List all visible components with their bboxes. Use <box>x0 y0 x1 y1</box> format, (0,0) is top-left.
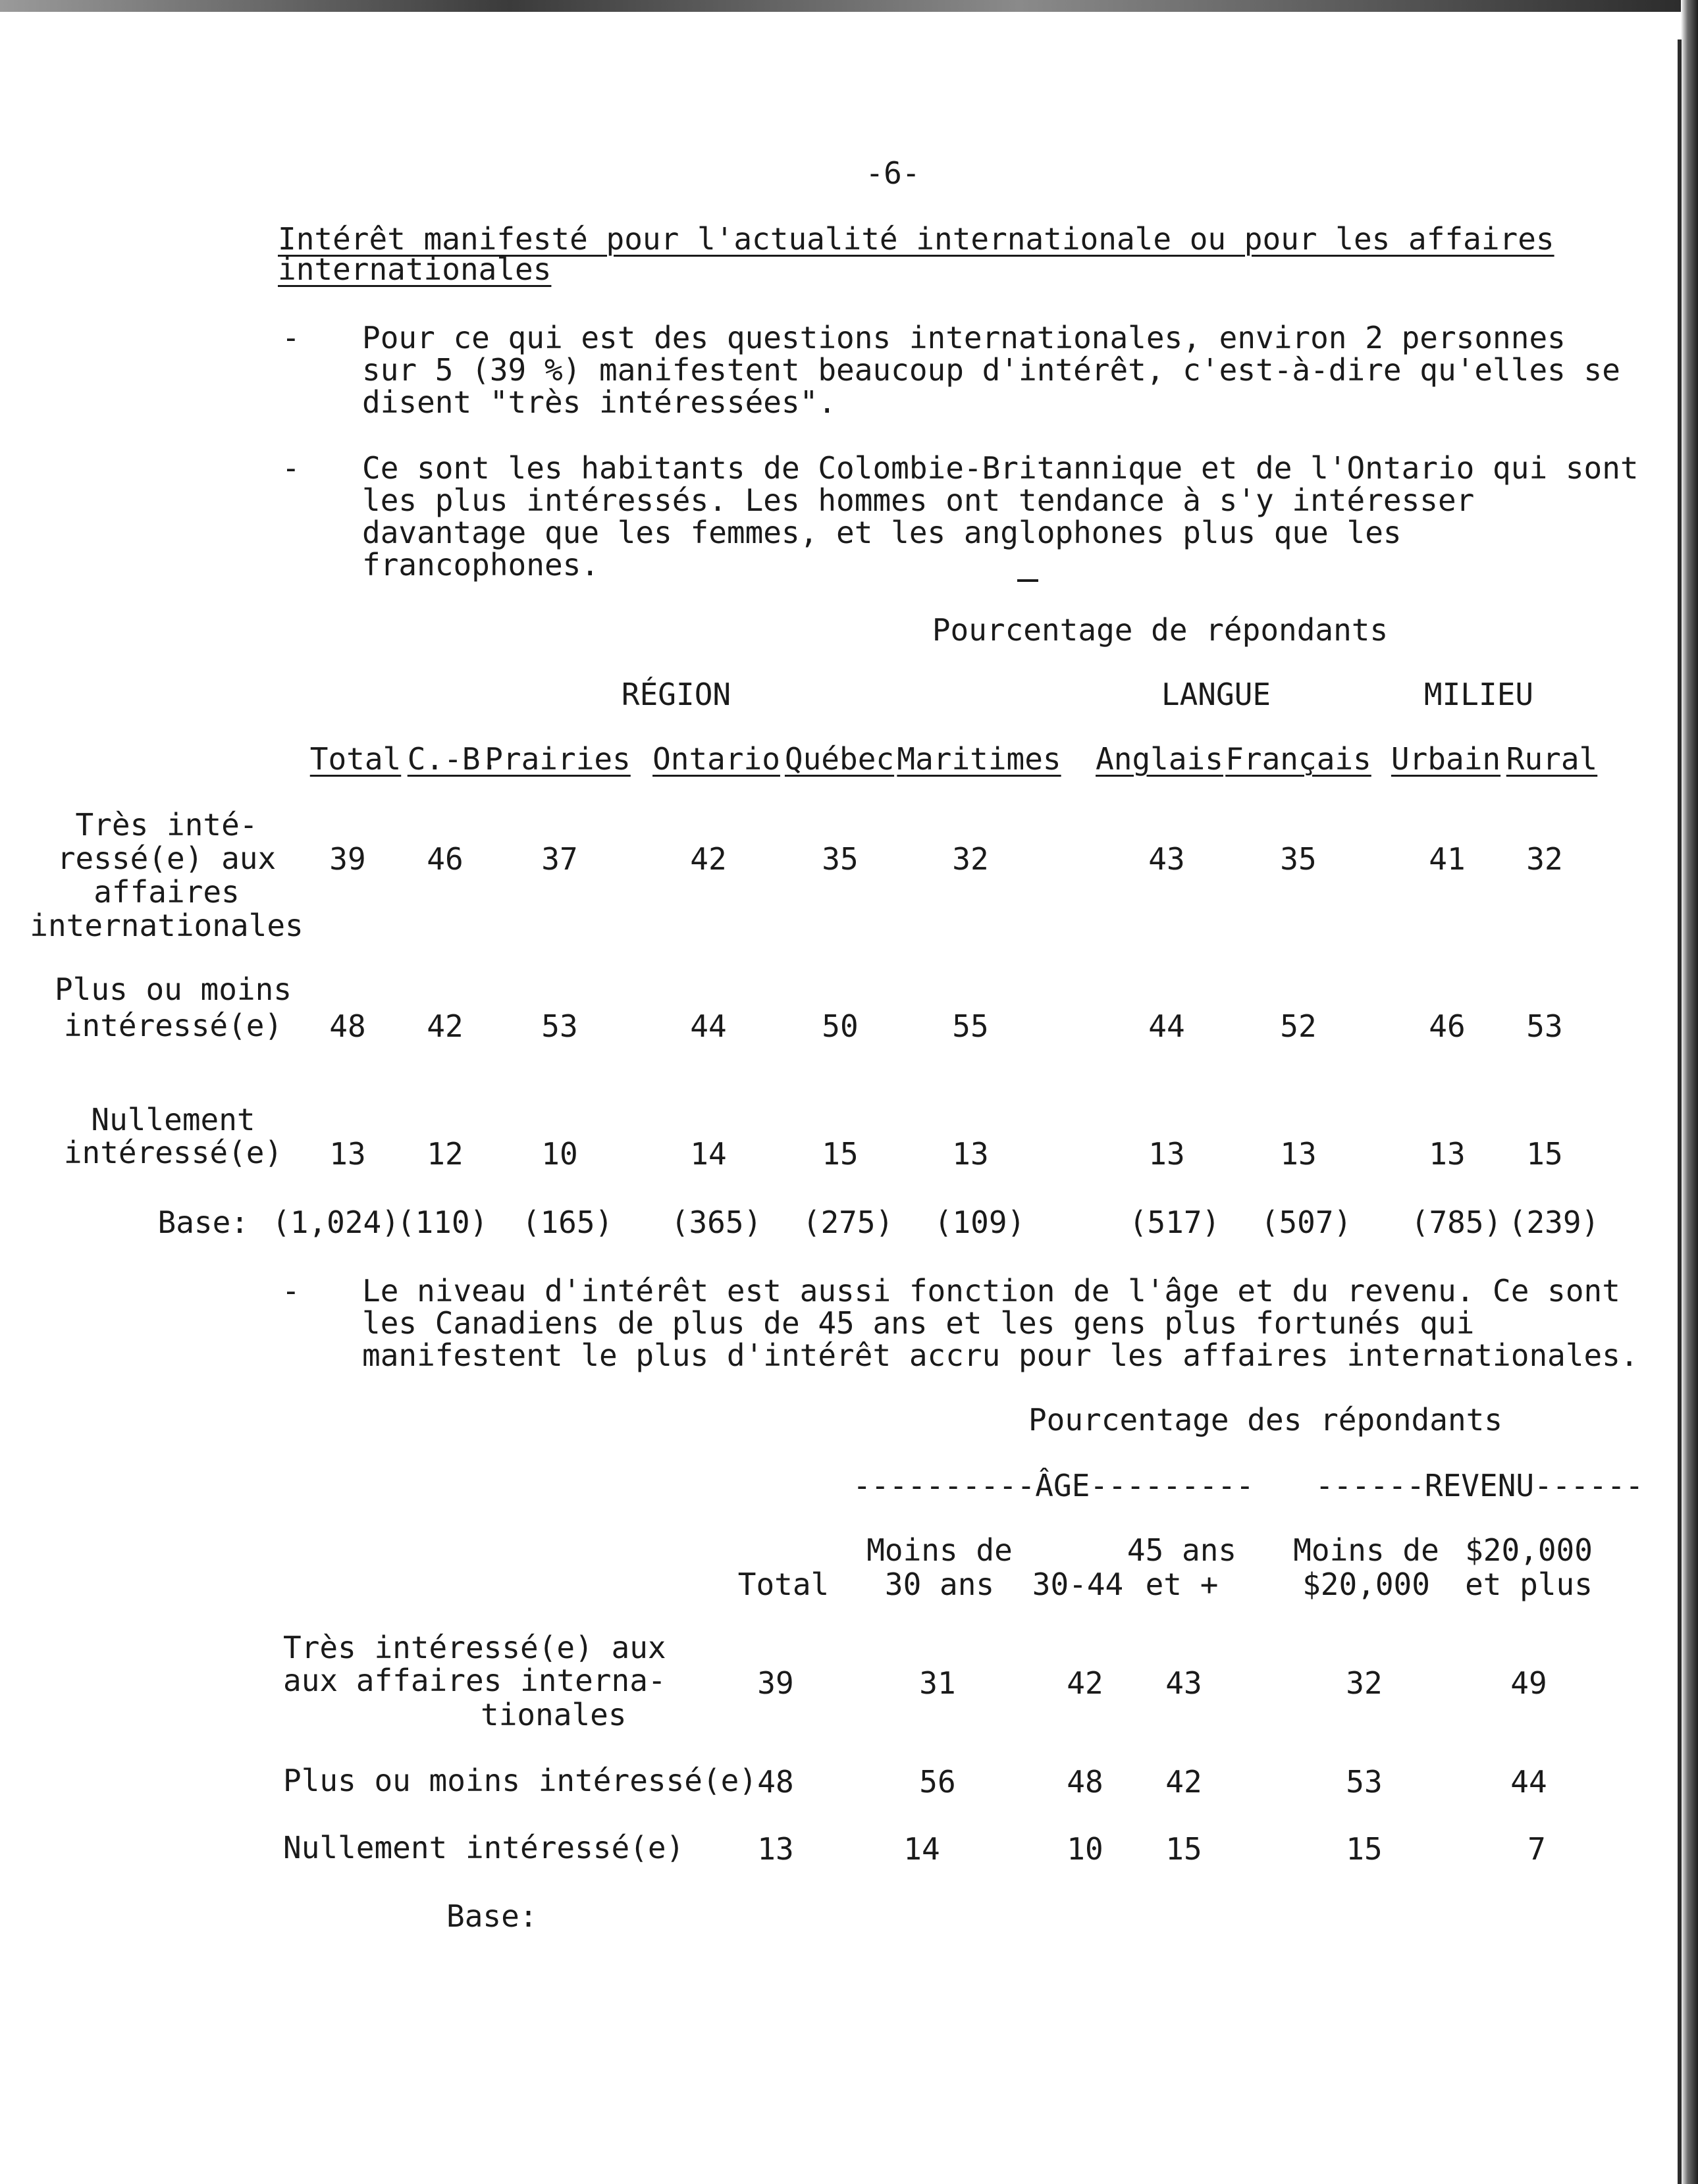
table-cell: 13 <box>952 1136 989 1172</box>
table-cell: 53 <box>541 1008 578 1044</box>
table-cell: 13 <box>1429 1136 1466 1172</box>
group-header-langue: LANGUE <box>1161 677 1271 712</box>
table-cell: 7 <box>1527 1831 1546 1867</box>
row-label: internationales <box>30 908 304 943</box>
column-header: Total <box>309 741 402 777</box>
table-cell: 49 <box>1510 1665 1547 1701</box>
column-header: et + <box>1145 1567 1219 1602</box>
row-label: Plus ou moins intéressé(e) <box>283 1763 758 1798</box>
table-cell: 52 <box>1280 1008 1317 1044</box>
table-cell: 46 <box>427 841 464 877</box>
table-cell: 32 <box>952 841 989 877</box>
table-cell: 14 <box>690 1136 727 1172</box>
base-value: (1,024) <box>272 1205 400 1240</box>
column-header: Français <box>1225 741 1371 777</box>
table-cell: 13 <box>329 1136 366 1172</box>
row-label: tionales <box>481 1697 627 1732</box>
bullet-2-line: francophones. <box>362 547 600 583</box>
table-cell: 42 <box>1165 1764 1202 1800</box>
table-cell: 31 <box>919 1665 956 1701</box>
row-label: Plus ou moins <box>54 972 292 1007</box>
column-header: 30 ans <box>884 1567 995 1602</box>
table-cell: 44 <box>1510 1764 1547 1800</box>
table-cell: 41 <box>1429 841 1466 877</box>
table-cell: 42 <box>690 841 727 877</box>
table-cell: 42 <box>1067 1665 1103 1701</box>
column-header: Urbain <box>1391 741 1501 777</box>
column-header: Rural <box>1506 741 1598 777</box>
table-cell: 43 <box>1148 841 1185 877</box>
column-header: Maritimes <box>897 741 1061 777</box>
bullet-2-line: les plus intéressés. Les hommes ont tendance à s'y intéresser <box>362 482 1475 518</box>
base-value: (785) <box>1410 1205 1502 1240</box>
table-cell: 13 <box>757 1831 794 1867</box>
bullet-3-dash: - <box>282 1273 300 1309</box>
bullet-1-dash: - <box>282 320 300 355</box>
table-1-caption: Pourcentage de répondants <box>932 612 1389 648</box>
table-cell: 48 <box>757 1764 794 1800</box>
table-cell: 55 <box>952 1008 989 1044</box>
column-header: $20,000 <box>1465 1532 1593 1568</box>
column-header: Total <box>737 1567 830 1602</box>
base-value: (365) <box>670 1205 762 1240</box>
row-label: intéressé(e) <box>63 1008 283 1043</box>
table-cell: 35 <box>822 841 859 877</box>
table-cell: 15 <box>1165 1831 1202 1867</box>
bullet-2-line: Ce sont les habitants de Colombie-Britannique et de l'Ontario qui sont <box>362 450 1639 486</box>
table-cell: 48 <box>1067 1764 1103 1800</box>
base-label: Base: <box>157 1205 249 1240</box>
base-value: (110) <box>396 1205 489 1240</box>
base-value: (109) <box>934 1205 1026 1240</box>
table-cell: 39 <box>329 841 366 877</box>
bullet-3-line: manifestent le plus d'intérêt accru pour les affaires internationales. <box>362 1338 1639 1373</box>
base-value: (507) <box>1260 1205 1352 1240</box>
base-value: (239) <box>1508 1205 1600 1240</box>
group-header-revenu: ------REVENU------ <box>1315 1468 1644 1503</box>
bullet-3-line: les Canadiens de plus de 45 ans et les gens plus fortunés qui <box>362 1305 1475 1341</box>
table-cell: 10 <box>541 1136 578 1172</box>
column-header: Moins de <box>866 1532 1013 1568</box>
column-header: et plus <box>1465 1567 1593 1602</box>
row-label: affaires <box>93 874 240 910</box>
heading-line-2: internationales <box>278 251 552 287</box>
column-header: Moins de <box>1293 1532 1439 1568</box>
table-cell: 53 <box>1526 1008 1563 1044</box>
table-cell: 43 <box>1165 1665 1202 1701</box>
table-cell: 15 <box>822 1136 859 1172</box>
table-cell: 37 <box>541 841 578 877</box>
group-header-age: ----------ÂGE--------- <box>853 1468 1254 1503</box>
table-cell: 14 <box>903 1831 940 1867</box>
table-cell: 39 <box>757 1665 794 1701</box>
base-label: Base: <box>446 1898 538 1934</box>
table-cell: 12 <box>427 1136 464 1172</box>
table-2-caption: Pourcentage des répondants <box>1028 1402 1503 1438</box>
page-number: -6- <box>865 155 920 191</box>
column-header: $20,000 <box>1302 1567 1430 1602</box>
table-cell: 15 <box>1526 1136 1563 1172</box>
base-value: (517) <box>1128 1205 1221 1240</box>
table-cell: 50 <box>822 1008 859 1044</box>
base-value: (275) <box>802 1205 894 1240</box>
bullet-2-line: davantage que les femmes, et les anglophones plus que les <box>362 515 1402 550</box>
table-cell: 53 <box>1346 1764 1383 1800</box>
row-label: aux affaires interna- <box>283 1663 666 1698</box>
table-cell: 13 <box>1148 1136 1185 1172</box>
scan-right-edge <box>1681 0 1698 2184</box>
table-cell: 13 <box>1280 1136 1317 1172</box>
row-label: ressé(e) aux <box>57 841 277 876</box>
table-cell: 10 <box>1067 1831 1103 1867</box>
heading-line-1: Intérêt manifesté pour l'actualité internationale ou pour les affaires <box>278 221 1554 257</box>
column-header: 45 ans <box>1127 1532 1237 1568</box>
row-label: Nullement intéressé(e) <box>283 1830 685 1865</box>
column-header: 30-44 <box>1032 1567 1124 1602</box>
group-header-region: RÉGION <box>621 677 731 712</box>
bullet-3-line: Le niveau d'intérêt est aussi fonction de l'âge et du revenu. Ce sont <box>362 1273 1620 1309</box>
table-cell: 48 <box>329 1008 366 1044</box>
scan-right-line <box>1678 39 1682 2184</box>
column-header: C.-B. <box>407 741 499 777</box>
base-value: (165) <box>521 1205 614 1240</box>
table-cell: 56 <box>919 1764 956 1800</box>
table-cell: 44 <box>1148 1008 1185 1044</box>
bullet-1-line: disent "très intéressées". <box>362 384 837 420</box>
table-cell: 46 <box>1429 1008 1466 1044</box>
bullet-1-line: Pour ce qui est des questions internationales, environ 2 personnes <box>362 320 1566 355</box>
row-label: Nullement <box>91 1102 255 1137</box>
scan-top-edge <box>0 0 1698 12</box>
row-label: Très intéressé(e) aux <box>283 1630 666 1665</box>
group-header-milieu: MILIEU <box>1423 677 1534 712</box>
bullet-1-line: sur 5 (39 %) manifestent beaucoup d'intérêt, c'est-à-dire qu'elles se <box>362 352 1620 388</box>
row-label: Très inté- <box>75 807 258 843</box>
column-header: Prairies <box>485 741 631 777</box>
table-cell: 35 <box>1280 841 1317 877</box>
column-header: Ontario <box>652 741 780 777</box>
table-cell: 15 <box>1346 1831 1383 1867</box>
table-cell: 32 <box>1526 841 1563 877</box>
column-header: Anglais <box>1096 741 1223 777</box>
table-cell: 44 <box>690 1008 727 1044</box>
row-label: intéressé(e) <box>63 1135 283 1170</box>
table-cell: 42 <box>427 1008 464 1044</box>
stray-dash-mark <box>1017 579 1038 582</box>
table-cell: 32 <box>1346 1665 1383 1701</box>
bullet-2-dash: - <box>282 450 300 486</box>
column-header: Québec <box>784 741 895 777</box>
